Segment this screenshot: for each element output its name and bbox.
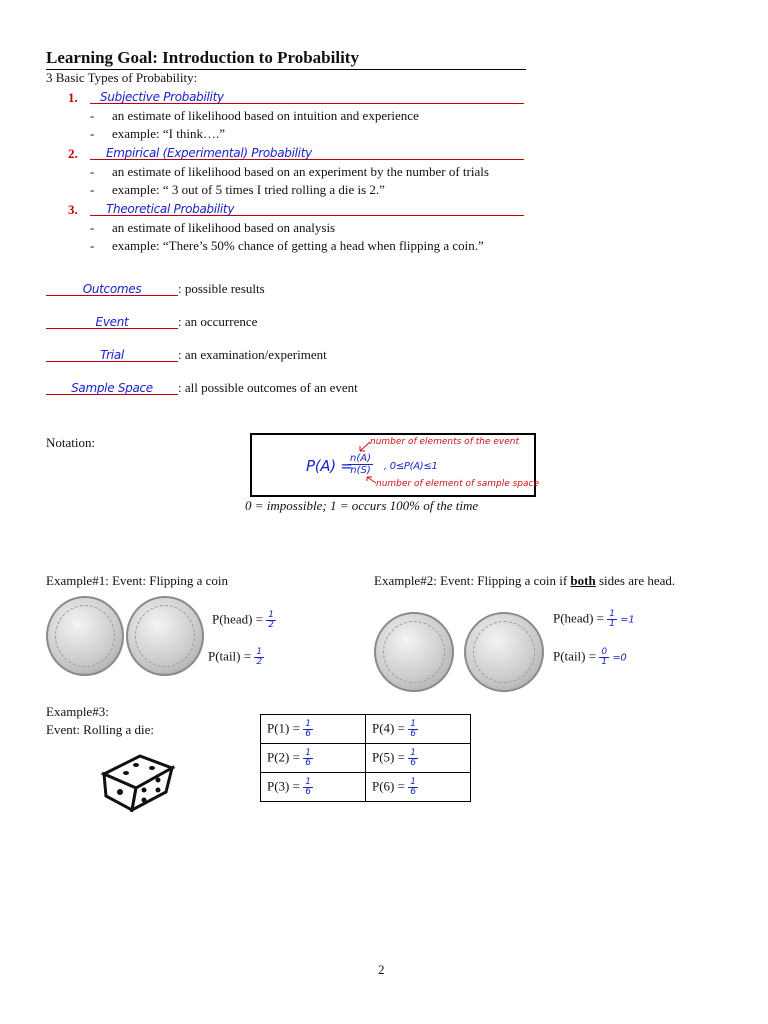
prob-fraction [254, 648, 264, 667]
example-heading: Example#3: [46, 704, 109, 719]
example-event: Event: Rolling a die: [46, 722, 154, 737]
prob-label: P(3) = [267, 777, 300, 793]
numerator: 1 [410, 776, 416, 787]
die-icon [100, 752, 176, 812]
bullet-text: an estimate of likelihood based on analysis [112, 220, 336, 235]
die-probability-table [260, 714, 471, 802]
prob-result: =1 [620, 614, 635, 626]
page-title: Learning Goal: Introduction to Probability [46, 48, 526, 70]
denominator: n(S) [350, 465, 371, 476]
prob-line [212, 611, 276, 630]
notation-box [250, 433, 540, 497]
prob-line [553, 648, 626, 667]
table-cell [366, 744, 471, 773]
handwritten-answer: Subjective Probability [100, 90, 224, 104]
table-cell [261, 773, 366, 802]
formula-range: , 0≤P(A)≤1 [384, 461, 438, 472]
prob-label: P(4) = [372, 719, 405, 735]
table-cell [366, 773, 471, 802]
numerator: 0 [601, 647, 608, 657]
heading-text: sides are head. [595, 573, 676, 588]
heading-text: Example#2: Event: Flipping a coin if [374, 573, 571, 588]
notation-caption: 0 = impossible; 1 = occurs 100% of the time [245, 498, 479, 513]
denominator: 6 [410, 786, 416, 797]
denominator: 1 [609, 619, 615, 629]
prob-label: P(head) = [553, 610, 605, 626]
denominator: 6 [410, 728, 416, 739]
handwritten-term: Sample Space [71, 381, 153, 395]
coin-image [374, 612, 454, 692]
notation-label: Notation: [46, 435, 96, 450]
bullet-list: - an estimate of likelihood based on intuition and experience - example: “I think….” [90, 108, 419, 141]
prob-fraction [607, 610, 617, 629]
prob-fraction [408, 749, 418, 768]
answer-line [90, 144, 524, 160]
denominator: 1 [601, 657, 608, 667]
prob-fraction [303, 720, 313, 739]
heading-emphasis: both [570, 573, 596, 588]
bullet-text: example: “I think….” [112, 126, 225, 141]
numerator: 1 [410, 718, 416, 729]
handwritten-term: Outcomes [82, 282, 142, 296]
prob-fraction [303, 749, 313, 768]
table-cell [366, 715, 471, 744]
answer-line [90, 88, 524, 104]
answer-line [46, 379, 178, 395]
handwritten-answer: Empirical (Experimental) Probability [106, 146, 312, 160]
coin-image [46, 596, 124, 676]
definition-text: : all possible outcomes of an event [178, 380, 358, 395]
numerator: n(A) [350, 453, 371, 464]
page-number: 2 [378, 962, 385, 977]
answer-line [46, 280, 178, 296]
numerator: 1 [256, 647, 263, 657]
coin-image [464, 612, 544, 692]
prob-fraction [266, 611, 276, 630]
arrow-icon [364, 475, 378, 487]
table-cell [261, 715, 366, 744]
bullet-list: - an estimate of likelihood based on an experiment by the number of trials - example: “ 3 out of 5 times I tried rolling a die is 2.” [90, 164, 489, 197]
denominator: 6 [305, 786, 311, 797]
definition-text: : an examination/experiment [178, 347, 327, 362]
table-cell [261, 744, 366, 773]
note-bottom: number of element of sample space [376, 479, 540, 489]
type-number: 2. [68, 146, 78, 161]
denominator: 2 [256, 657, 263, 667]
denominator: 6 [305, 728, 311, 739]
formula-lhs: P(A) = [306, 457, 353, 475]
prob-label: P(5) = [372, 748, 405, 764]
prob-label: P(1) = [267, 719, 300, 735]
prob-label: P(tail) = [208, 648, 252, 664]
definition-row [46, 346, 466, 364]
handwritten-term: Trial [100, 348, 124, 362]
definition-row [46, 313, 466, 331]
types-intro: 3 Basic Types of Probability: [46, 70, 198, 85]
bullet-list: - an estimate of likelihood based on analysis - example: “There’s 50% chance of getting a head when flipping a coin.” [90, 220, 484, 253]
prob-result: =0 [612, 652, 627, 664]
bullet-text: an estimate of likelihood based on intuition and experience [112, 108, 419, 123]
numerator: 1 [305, 747, 311, 758]
denominator: 2 [268, 620, 274, 630]
example-heading [374, 573, 675, 589]
numerator: 1 [609, 609, 615, 619]
definition-row [46, 379, 466, 397]
answer-line [46, 313, 178, 329]
prob-label: P(6) = [372, 777, 405, 793]
prob-line [208, 648, 264, 667]
prob-label: P(tail) = [553, 648, 597, 664]
type-number: 3. [68, 202, 78, 217]
prob-fraction [408, 778, 418, 797]
definition-text: : an occurrence [178, 314, 258, 329]
prob-label: P(2) = [267, 748, 300, 764]
bullet-text: an estimate of likelihood based on an experiment by the number of trials [112, 164, 489, 179]
numerator: 1 [410, 747, 416, 758]
table-row [261, 715, 471, 744]
numerator: 1 [305, 776, 311, 787]
denominator: 6 [305, 757, 311, 768]
answer-line [46, 346, 178, 362]
definition-row [46, 280, 466, 298]
prob-fraction [408, 720, 418, 739]
handwritten-term: Event [95, 315, 129, 329]
answer-line [90, 200, 524, 216]
type-number: 1. [68, 90, 78, 105]
coin-image [126, 596, 204, 676]
example-heading: Example#1: Event: Flipping a coin [46, 573, 228, 588]
note-top: number of elements of the event [370, 437, 519, 447]
formula-fraction [348, 453, 373, 476]
numerator: 1 [305, 718, 311, 729]
handwritten-answer: Theoretical Probability [106, 202, 235, 216]
prob-label: P(head) = [212, 611, 264, 627]
table-row [261, 773, 471, 802]
definition-text: : possible results [178, 281, 265, 296]
bullet-text: example: “There’s 50% chance of getting a head when flipping a coin.” [112, 238, 484, 253]
bullet-text: example: “ 3 out of 5 times I tried rolling a die is 2.” [112, 182, 385, 197]
prob-fraction [303, 778, 313, 797]
table-row [261, 744, 471, 773]
denominator: 6 [410, 757, 416, 768]
prob-line [553, 610, 634, 629]
numerator: 1 [268, 610, 274, 620]
arrow-icon [356, 439, 376, 455]
prob-fraction [599, 648, 609, 667]
